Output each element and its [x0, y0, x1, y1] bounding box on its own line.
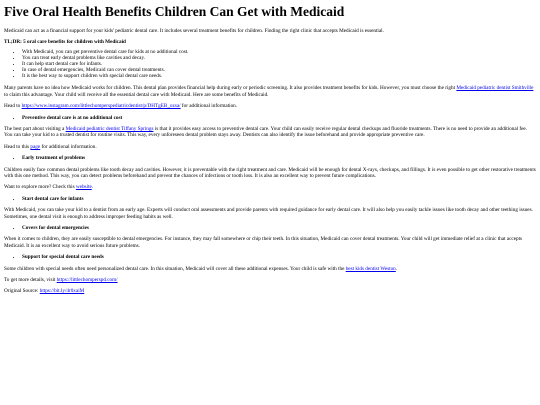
section-heading: • Start dental care for infants [22, 196, 536, 202]
text: Head to [4, 103, 22, 110]
text: Want to explore more? Check this [4, 184, 76, 191]
section-heading: • Preventive dental care is at no additional cost [22, 115, 536, 121]
paragraph [4, 184, 536, 190]
text: for additional information. [40, 143, 97, 150]
text: to claim this advantage. Your child will receive all the essential dental care with Medicaid. Here are some benefits of Medicaid. [4, 91, 269, 98]
text: . [91, 184, 94, 191]
paragraph [4, 126, 536, 139]
text: Many parents have no idea how Medicaid works for children. This dental plan provides financial help during early or periodic screening. It also provides treatment benefits for kids. However, you must choose the right [4, 85, 457, 92]
dentist-smithville-link[interactable]: Medicaid pediatric dentist Smithville [456, 85, 534, 92]
list-item: • It is the best way to support children with special dental care needs. [22, 73, 536, 79]
paragraph: With Medicaid, you can take your kid to a dentist from an early age. Experts will conduct oral assessments and provide parents with required guidance for early dental care. It will also help you easily tackle issues like tooth decay and other teething issues. Sometimes, one dental visit is enough to address improper feeding habits as well. [4, 207, 533, 220]
paragraph [4, 288, 536, 294]
section-heading-list [4, 254, 536, 260]
section-heading: • Early treatment of problems [22, 155, 536, 161]
section-heading-list [4, 155, 536, 161]
section-heading-list [4, 225, 536, 231]
text: Head to this [4, 143, 31, 150]
text: is that it provides easy access to preventive dental care. Your child can easily receive regular dental checkups and fluoride treatments. There is no need to provide an additional fee. You can take your kid to a trusted dentist for routine visits. This way, every unforeseen dental problem stays away. Dentists can also identify the issue beforehand and provide appropriate preventive care. [4, 125, 528, 139]
text: . [395, 265, 398, 272]
text: The best part about visiting a [4, 125, 66, 132]
paragraph [4, 85, 536, 98]
paragraph [4, 144, 536, 150]
paragraph: When it comes to children, they are easily susceptible to dental emergencies. For instance, they may fall somewhere or chip their teeth. In this situation, Medicaid can cover dental treatments. Your child will get immediate relief at a clinic that accepts Medicaid. It is an excellent way to avoid serious future problems. [4, 236, 523, 249]
paragraph [4, 103, 536, 109]
text: Some children with special needs often need personalized dental care. In this situation, Medicaid will cover all these additional expenses. Your child is safe with the [4, 265, 346, 272]
text: To get more details, visit [4, 277, 57, 283]
dentist-tiffany-springs-link[interactable]: Medicaid pediatric dentist Tiffany Springs [65, 125, 154, 132]
original-source-link[interactable]: https://bit.ly/4r0xaiM [39, 288, 85, 295]
section-heading: • Support for special dental care needs [22, 254, 536, 260]
list-item: • In case of dental emergencies, Medicaid can cover dental treatments. [22, 67, 536, 73]
instagram-link[interactable]: https://www.instagram.com/littlechomperspediatricdentist/p/DHTgEB_ozsa/ [21, 103, 181, 110]
paragraph [4, 277, 536, 283]
list-item: • You can treat early dental problems like cavities and decay. [22, 55, 536, 61]
list-item: • It can help start dental care for infants. [22, 61, 536, 67]
list-item: • With Medicaid, you can get preventive dental care for kids at no additional cost. [22, 49, 536, 55]
tldr-heading: TL;DR: 5 oral care benefits for children with Medicaid [4, 39, 126, 46]
page-title: Five Oral Health Benefits Children Can Get with Medicaid [4, 4, 345, 19]
tldr-list [4, 49, 536, 79]
website-link[interactable]: website [75, 184, 92, 191]
page-link[interactable]: page [30, 143, 41, 150]
text: for additional information. [180, 103, 238, 110]
section-heading-list [4, 196, 536, 202]
clinic-website-link[interactable]: https://littlechomperspd.com/ [56, 277, 118, 283]
section-heading: • Covers for dental emergencies [22, 225, 536, 231]
section-heading-list [4, 115, 536, 121]
intro-paragraph: Medicaid can act as a financial support for your kids' pediatric dental care. It includes several treatment benefits for children. Finding the right clinic that accepts Medicaid is essential. [4, 28, 384, 34]
paragraph: Children easily face common dental problems like tooth decay and cavities. However, it is preventable with the right treatment and care. Medicaid will be enough for dental X-rays, checkups, and fillings. It is even possible to get other restorative treatments with this one method. This way, you can detect problems beforehand and prevent the chances of infections or tooth loss. It is also an excellent way to prevent future complications. [4, 166, 536, 179]
text: Original Source: [4, 288, 40, 295]
dentist-weston-link[interactable]: best kids dentist Weston [345, 265, 396, 272]
paragraph [4, 266, 536, 272]
